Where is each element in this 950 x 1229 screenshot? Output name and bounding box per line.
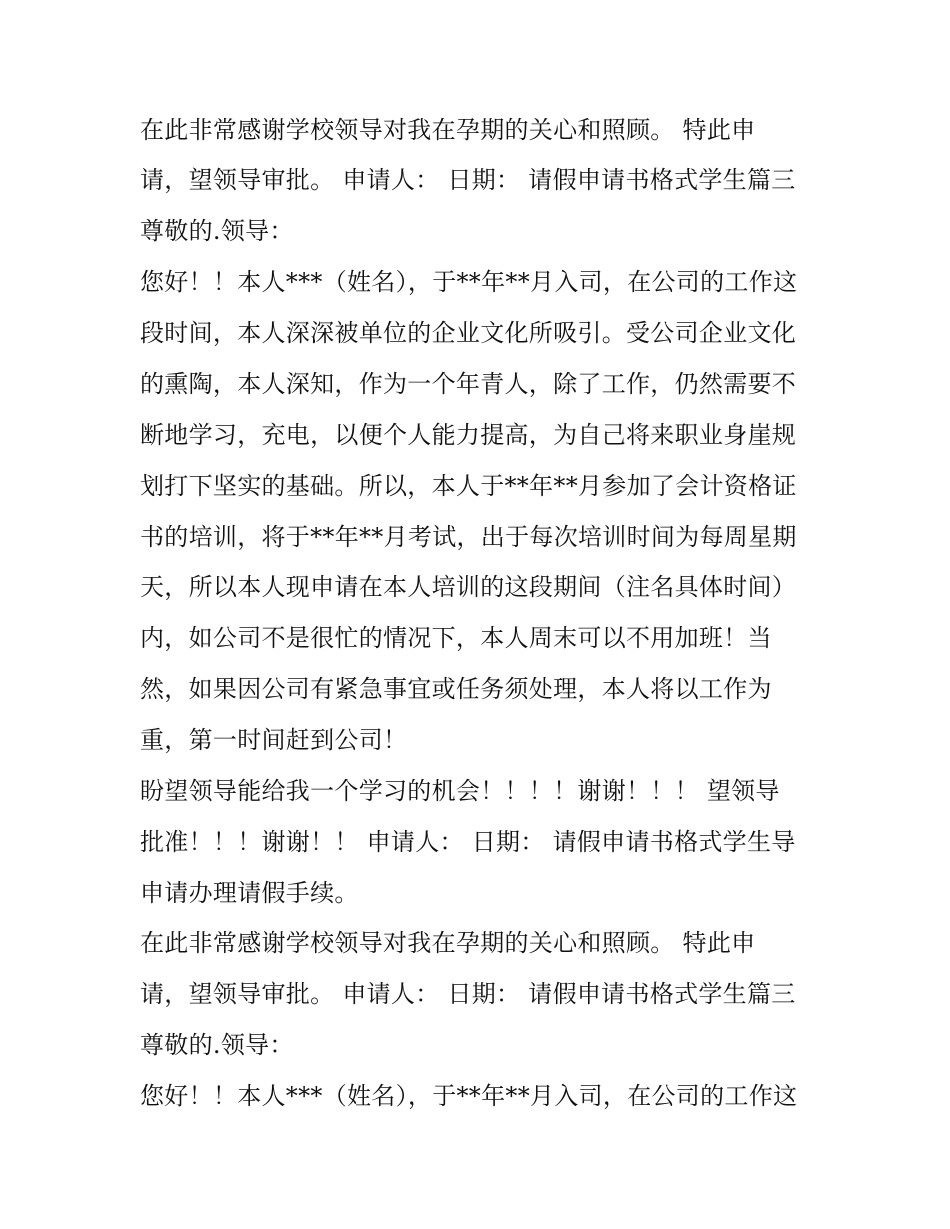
text-line: 您好！！本人***（姓名），于**年**月入司，在公司的工作这 — [140, 1082, 798, 1110]
text-line: 划打下坚实的基础。所以，本人于**年**月参加了会计资格证 — [140, 472, 797, 500]
text-line: 申请办理请假手续。 — [140, 879, 359, 907]
text-line: 重，第一时间赶到公司！ — [140, 726, 408, 754]
text-line: 段时间，本人深深被单位的企业文化所吸引。受公司企业文化 — [140, 319, 797, 347]
text-line: 天，所以本人现申请在本人培训的这段期间（注名具体时间） — [140, 573, 797, 601]
text-line: 盼望领导能给我一个学习的机会！！！！谢谢！！！ 望领导 — [140, 777, 780, 805]
text-line: 您好！！本人***（姓名），于**年**月入司，在公司的工作这 — [140, 268, 798, 296]
text-line: 书的培训，将于**年**月考试，出于每次培训时间为每周星期 — [140, 523, 797, 551]
text-line: 在此非常感谢学校领导对我在孕期的关心和照顾。 特此申 — [140, 116, 756, 144]
text-line: 在此非常感谢学校领导对我在孕期的关心和照顾。 特此申 — [140, 929, 756, 957]
text-line: 请，望领导审批。 申请人： 日期： 请假申请书格式学生篇三 — [140, 980, 796, 1008]
text-line: 断地学习，充电，以便个人能力提高，为自己将来职业身崖规 — [140, 421, 797, 449]
text-line: 然，如果因公司有紧急事宜或任务须处理，本人将以工作为 — [140, 675, 772, 703]
text-line: 的熏陶，本人深知，作为一个年青人，除了工作，仍然需要不 — [140, 370, 797, 398]
text-line: 请，望领导审批。 申请人： 日期： 请假申请书格式学生篇三 — [140, 166, 796, 194]
text-line: 尊敬的.领导： — [140, 1031, 294, 1059]
text-line: 内，如公司不是很忙的情况下，本人周末可以不用加班！当 — [140, 624, 772, 652]
text-line: 尊敬的.领导： — [140, 217, 294, 245]
text-line: 批准！！！谢谢！！ 申请人： 日期： 请假申请书格式学生导 — [140, 828, 796, 856]
